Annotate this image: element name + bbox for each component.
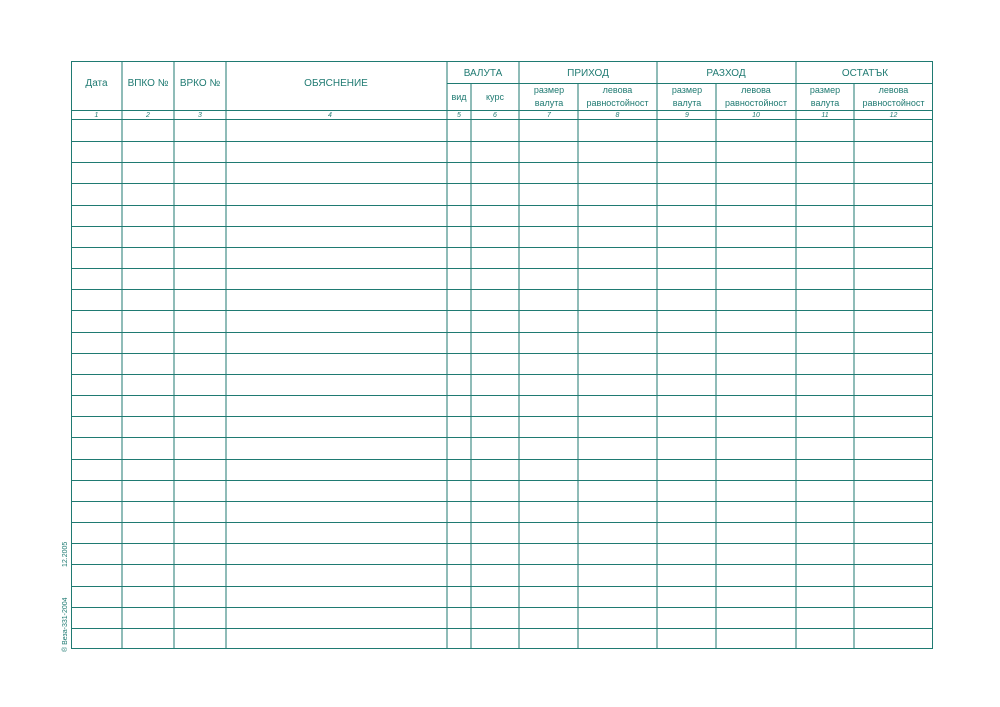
income-amount-line2: валута bbox=[534, 98, 564, 108]
column-number: 12 bbox=[889, 112, 898, 119]
income-leva-line1: левова bbox=[602, 85, 633, 95]
column-number: 1 bbox=[94, 112, 99, 119]
column-number: 2 bbox=[146, 112, 150, 119]
column-number: 6 bbox=[493, 112, 497, 119]
date-code-note: 12.2005 bbox=[62, 541, 69, 567]
header-date: Дата bbox=[85, 78, 108, 89]
balance-leva-line2: равностойност bbox=[862, 98, 925, 108]
form-code-note: ® Веза-331-2004 bbox=[62, 597, 69, 652]
column-number: 8 bbox=[615, 112, 620, 119]
column-number: 4 bbox=[328, 112, 332, 119]
expense-leva-line2: равностойност bbox=[725, 98, 787, 108]
column-number: 5 bbox=[457, 112, 461, 119]
column-number: 9 bbox=[685, 112, 689, 119]
header-currency: ВАЛУТА bbox=[463, 68, 503, 79]
expense-leva-line1: левова bbox=[741, 85, 771, 95]
column-number: 10 bbox=[752, 112, 760, 119]
header-expense: РАЗХОД bbox=[706, 68, 746, 79]
header-vrko: ВРКО № bbox=[179, 78, 221, 89]
header-vpko: ВПКО № bbox=[127, 78, 169, 89]
header-balance: ОСТАТЪК bbox=[841, 68, 889, 79]
subheader-rate: курс bbox=[486, 92, 504, 102]
ledger-table bbox=[71, 61, 933, 649]
balance-amount-line2: валута bbox=[810, 98, 840, 108]
balance-leva-line1: левова bbox=[878, 85, 909, 95]
column-number: 3 bbox=[198, 112, 202, 119]
header-explanation: ОБЯСНЕНИЕ bbox=[304, 78, 368, 89]
balance-amount-line1: размер bbox=[809, 85, 841, 95]
header-income: ПРИХОД bbox=[567, 68, 609, 79]
income-amount-line1: размер bbox=[533, 85, 565, 95]
column-number: 11 bbox=[821, 112, 829, 119]
subheader-kind: вид bbox=[451, 92, 467, 102]
column-number: 7 bbox=[547, 112, 551, 119]
expense-amount-line1: размер bbox=[671, 85, 703, 95]
income-leva-line2: равностойност bbox=[586, 98, 649, 108]
expense-amount-line2: валута bbox=[672, 98, 702, 108]
